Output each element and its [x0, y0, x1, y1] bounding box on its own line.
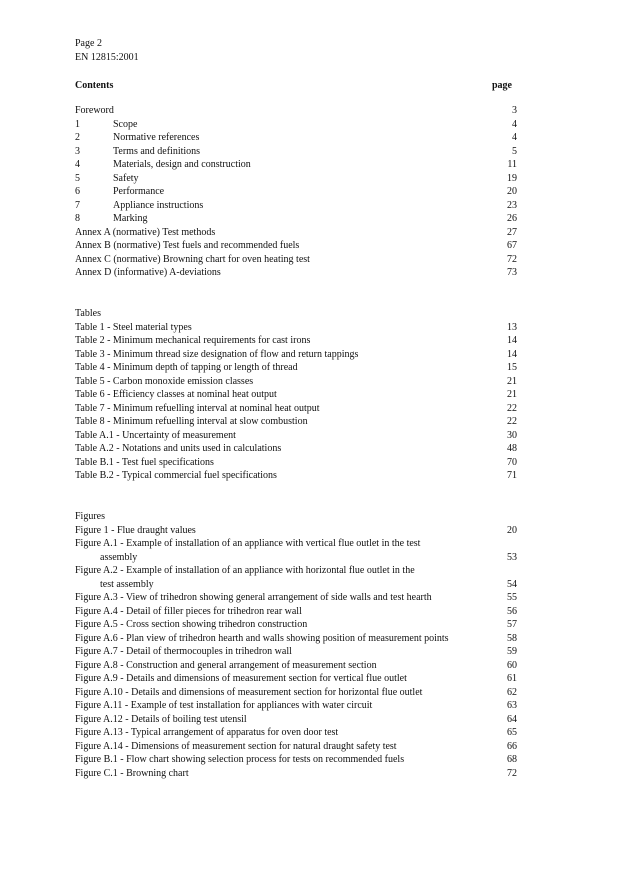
toc-entry[interactable] — [75, 199, 517, 213]
figure-entry[interactable] — [75, 537, 517, 551]
figure-entry[interactable] — [75, 740, 517, 754]
toc-entry-page: 19 — [507, 172, 517, 184]
figure-entry-title: Figure C.1 - Browning chart — [75, 767, 189, 779]
figure-entry-page: 60 — [507, 659, 517, 671]
tables-section-title: Tables — [75, 308, 101, 319]
figure-entry-page: 61 — [507, 673, 517, 684]
figure-entry-title: Figure A.9 - Details and dimensions of measurement section for vertical flue outlet — [75, 673, 407, 684]
toc-entry-page: 73 — [507, 267, 517, 278]
figure-entry-title: Figure A.8 - Construction and general arrangement of measurement section — [75, 659, 377, 671]
figure-entry-title: Figure A.11 - Example of test installation for appliances with water circuit — [75, 700, 373, 711]
toc-entry[interactable] — [75, 172, 517, 186]
figure-entry-page: 54 — [507, 578, 517, 590]
contents-title: Contents — [75, 80, 114, 91]
figures-list — [75, 510, 517, 780]
table-entry-title: Table 6 - Efficiency classes at nominal heat output — [75, 389, 277, 400]
toc-entry-number: 4 — [75, 159, 80, 170]
toc-entry-title: Foreword — [75, 105, 114, 116]
figure-entry-title: Figure A.10 - Details and dimensions of measurement section for horizontal flue outlet — [75, 686, 423, 698]
toc-entry[interactable] — [75, 104, 517, 118]
toc-entry-page: 5 — [512, 145, 517, 157]
table-entry-page: 22 — [507, 402, 517, 414]
figure-entry[interactable] — [75, 564, 517, 578]
figure-entry-title: Figure A.13 - Typical arrangement of apparatus for oven door test — [75, 727, 339, 738]
toc-entry-page: 3 — [512, 105, 517, 116]
figure-entry-page: 20 — [507, 524, 517, 536]
table-entry-title: Table A.2 - Notations and units used in calculations — [75, 443, 282, 454]
figure-entry-title: Figure B.1 - Flow chart showing selection process for tests on recommended fuels — [75, 754, 405, 765]
figure-entry-title: Figure A.7 - Detail of thermocouples in trihedron wall — [75, 646, 292, 657]
toc-entry[interactable] — [75, 158, 517, 172]
toc-entry-page: 4 — [512, 118, 517, 130]
figure-entry-title: Figure A.4 - Detail of filler pieces for trihedron rear wall — [75, 605, 302, 617]
table-entry-page: 21 — [507, 389, 517, 400]
toc-entry-number: 7 — [75, 199, 80, 211]
page-header — [75, 37, 139, 64]
toc-entry[interactable] — [75, 212, 517, 226]
table-entry-page: 48 — [507, 443, 517, 454]
table-entry-page: 22 — [507, 416, 517, 427]
toc-list — [75, 104, 517, 280]
figure-entry-title: Figure A.5 - Cross section showing trihedron construction — [75, 619, 308, 630]
table-entry-title: Table 7 - Minimum refuelling interval at nominal heat output — [75, 402, 320, 414]
figure-entry-title: Figure A.14 - Dimensions of measurement section for natural draught safety test — [75, 740, 397, 752]
page-column-label: page — [492, 80, 512, 91]
toc-entry-title: Annex D (informative) A-deviations — [75, 267, 221, 278]
contents-heading — [75, 79, 512, 93]
figure-entry-title: Figure A.12 - Details of boiling test utensil — [75, 713, 247, 725]
toc-entry-number: 5 — [75, 172, 80, 184]
figure-entry-page: 64 — [507, 713, 517, 725]
table-entry[interactable] — [75, 375, 517, 389]
figure-entry-title: Figure A.2 - Example of installation of an appliance with horizontal flue outlet in the — [75, 565, 415, 576]
toc-entry-title: Annex B (normative) Test fuels and recommended fuels — [75, 240, 300, 251]
table-entry-title: Table 3 - Minimum thread size designation of flow and return tappings — [75, 348, 359, 360]
figure-entry-page: 72 — [507, 767, 517, 779]
table-entry[interactable] — [75, 361, 517, 375]
table-entry-page: 30 — [507, 429, 517, 441]
figure-entry-page: 57 — [507, 619, 517, 630]
figure-entry[interactable] — [75, 767, 517, 781]
figure-entry-page: 63 — [507, 700, 517, 711]
figure-entry[interactable] — [75, 591, 517, 605]
toc-entry-number: 3 — [75, 145, 80, 157]
toc-entry-title: Annex A (normative) Test methods — [75, 226, 216, 238]
figure-entry-title: Figure A.3 - View of trihedron showing general arrangement of side walls and test hearth — [75, 592, 432, 603]
table-entry-page: 71 — [507, 470, 517, 481]
page-number: Page 2 — [75, 38, 102, 49]
figure-entry-page: 66 — [507, 740, 517, 752]
table-entry[interactable] — [75, 321, 517, 335]
toc-entry[interactable] — [75, 118, 517, 132]
figure-entry-title: Figure 1 - Flue draught values — [75, 524, 196, 536]
table-entry-title: Table B.2 - Typical commercial fuel specifications — [75, 470, 277, 481]
toc-entry-title: Materials, design and construction — [113, 159, 251, 170]
table-entry[interactable] — [75, 415, 517, 429]
figure-entry[interactable] — [75, 713, 517, 727]
toc-entry-title: Normative references — [113, 132, 200, 143]
figure-entry[interactable] — [75, 726, 517, 740]
table-entry-title: Table 5 - Carbon monoxide emission classes — [75, 375, 254, 387]
toc-entry-title: Appliance instructions — [113, 199, 204, 211]
figure-entry[interactable] — [75, 645, 517, 659]
toc-entry-page: 72 — [507, 253, 517, 265]
figure-entry[interactable] — [75, 686, 517, 700]
toc-entry[interactable] — [75, 239, 517, 253]
toc-entry-page: 11 — [507, 159, 517, 170]
figure-entry-page: 56 — [507, 605, 517, 617]
table-entry-page: 14 — [507, 335, 517, 346]
figure-entry-title-continued: assembly — [100, 551, 138, 563]
figure-entry-page: 62 — [507, 686, 517, 698]
tables-list — [75, 307, 517, 483]
table-entry[interactable] — [75, 469, 517, 483]
figure-entry-page: 58 — [507, 632, 517, 644]
toc-entry[interactable] — [75, 253, 517, 267]
figure-entry-title: Figure A.1 - Example of installation of an appliance with vertical flue outlet in the test — [75, 538, 421, 549]
toc-entry-number: 6 — [75, 186, 80, 197]
figure-entry[interactable] — [75, 618, 517, 632]
figure-entry[interactable] — [75, 605, 517, 619]
toc-entry-page: 4 — [512, 132, 517, 143]
figure-entry-page: 53 — [507, 551, 517, 563]
toc-entry-page: 27 — [507, 226, 517, 238]
table-entry[interactable] — [75, 334, 517, 348]
toc-entry-title: Safety — [113, 172, 139, 184]
table-entry[interactable] — [75, 388, 517, 402]
table-entry[interactable] — [75, 456, 517, 470]
table-entry[interactable] — [75, 402, 517, 416]
figure-entry[interactable] — [75, 753, 517, 767]
toc-entry-page: 20 — [507, 186, 517, 197]
toc-entry-page: 26 — [507, 213, 517, 224]
document-id: EN 12815:2001 — [75, 51, 139, 63]
toc-entry[interactable] — [75, 145, 517, 159]
figure-entry-page: 68 — [507, 754, 517, 765]
figure-entry[interactable] — [75, 632, 517, 646]
toc-entry[interactable] — [75, 226, 517, 240]
table-entry-title: Table 2 - Minimum mechanical requirements for cast irons — [75, 335, 311, 346]
toc-entry-number: 1 — [75, 118, 80, 130]
table-entry-title: Table A.1 - Uncertainty of measurement — [75, 429, 236, 441]
toc-entry-title: Annex C (normative) Browning chart for oven heating test — [75, 253, 310, 265]
toc-entry-page: 67 — [507, 240, 517, 251]
table-entry-title: Table 8 - Minimum refuelling interval at slow combustion — [75, 416, 308, 427]
table-entry-title: Table 4 - Minimum depth of tapping or length of thread — [75, 362, 298, 373]
figure-entry[interactable] — [75, 699, 517, 713]
table-entry-title: Table 1 - Steel material types — [75, 321, 192, 333]
figure-entry-page: 65 — [507, 727, 517, 738]
table-entry-page: 14 — [507, 348, 517, 360]
table-entry-page: 21 — [507, 375, 517, 387]
toc-entry[interactable] — [75, 266, 517, 280]
toc-entry-title: Terms and definitions — [113, 145, 201, 157]
toc-entry[interactable] — [75, 185, 517, 199]
figure-entry-continuation[interactable] — [75, 578, 517, 592]
figure-entry[interactable] — [75, 524, 517, 538]
table-entry-page: 15 — [507, 362, 517, 373]
table-entry-page: 70 — [507, 456, 517, 468]
toc-entry-page: 23 — [507, 199, 517, 211]
toc-entry-title: Scope — [113, 118, 138, 130]
toc-entry-number: 8 — [75, 213, 80, 224]
figure-entry[interactable] — [75, 659, 517, 673]
figure-entry-continuation[interactable] — [75, 551, 517, 565]
toc-entry-title: Marking — [113, 213, 148, 224]
table-entry[interactable] — [75, 348, 517, 362]
table-entry[interactable] — [75, 429, 517, 443]
figure-entry-title: Figure A.6 - Plan view of trihedron hearth and walls showing position of measurement points — [75, 632, 449, 644]
figure-entry[interactable] — [75, 672, 517, 686]
toc-entry[interactable] — [75, 131, 517, 145]
figure-entry-page: 59 — [507, 646, 517, 657]
table-entry[interactable] — [75, 442, 517, 456]
figure-entry-page: 55 — [507, 592, 517, 603]
table-entry-title: Table B.1 - Test fuel specifications — [75, 456, 214, 468]
table-entry-page: 13 — [507, 321, 517, 333]
toc-entry-title: Performance — [113, 186, 165, 197]
toc-entry-number: 2 — [75, 132, 80, 143]
figures-section-title: Figures — [75, 511, 105, 522]
figure-entry-title-continued: test assembly — [100, 578, 154, 590]
